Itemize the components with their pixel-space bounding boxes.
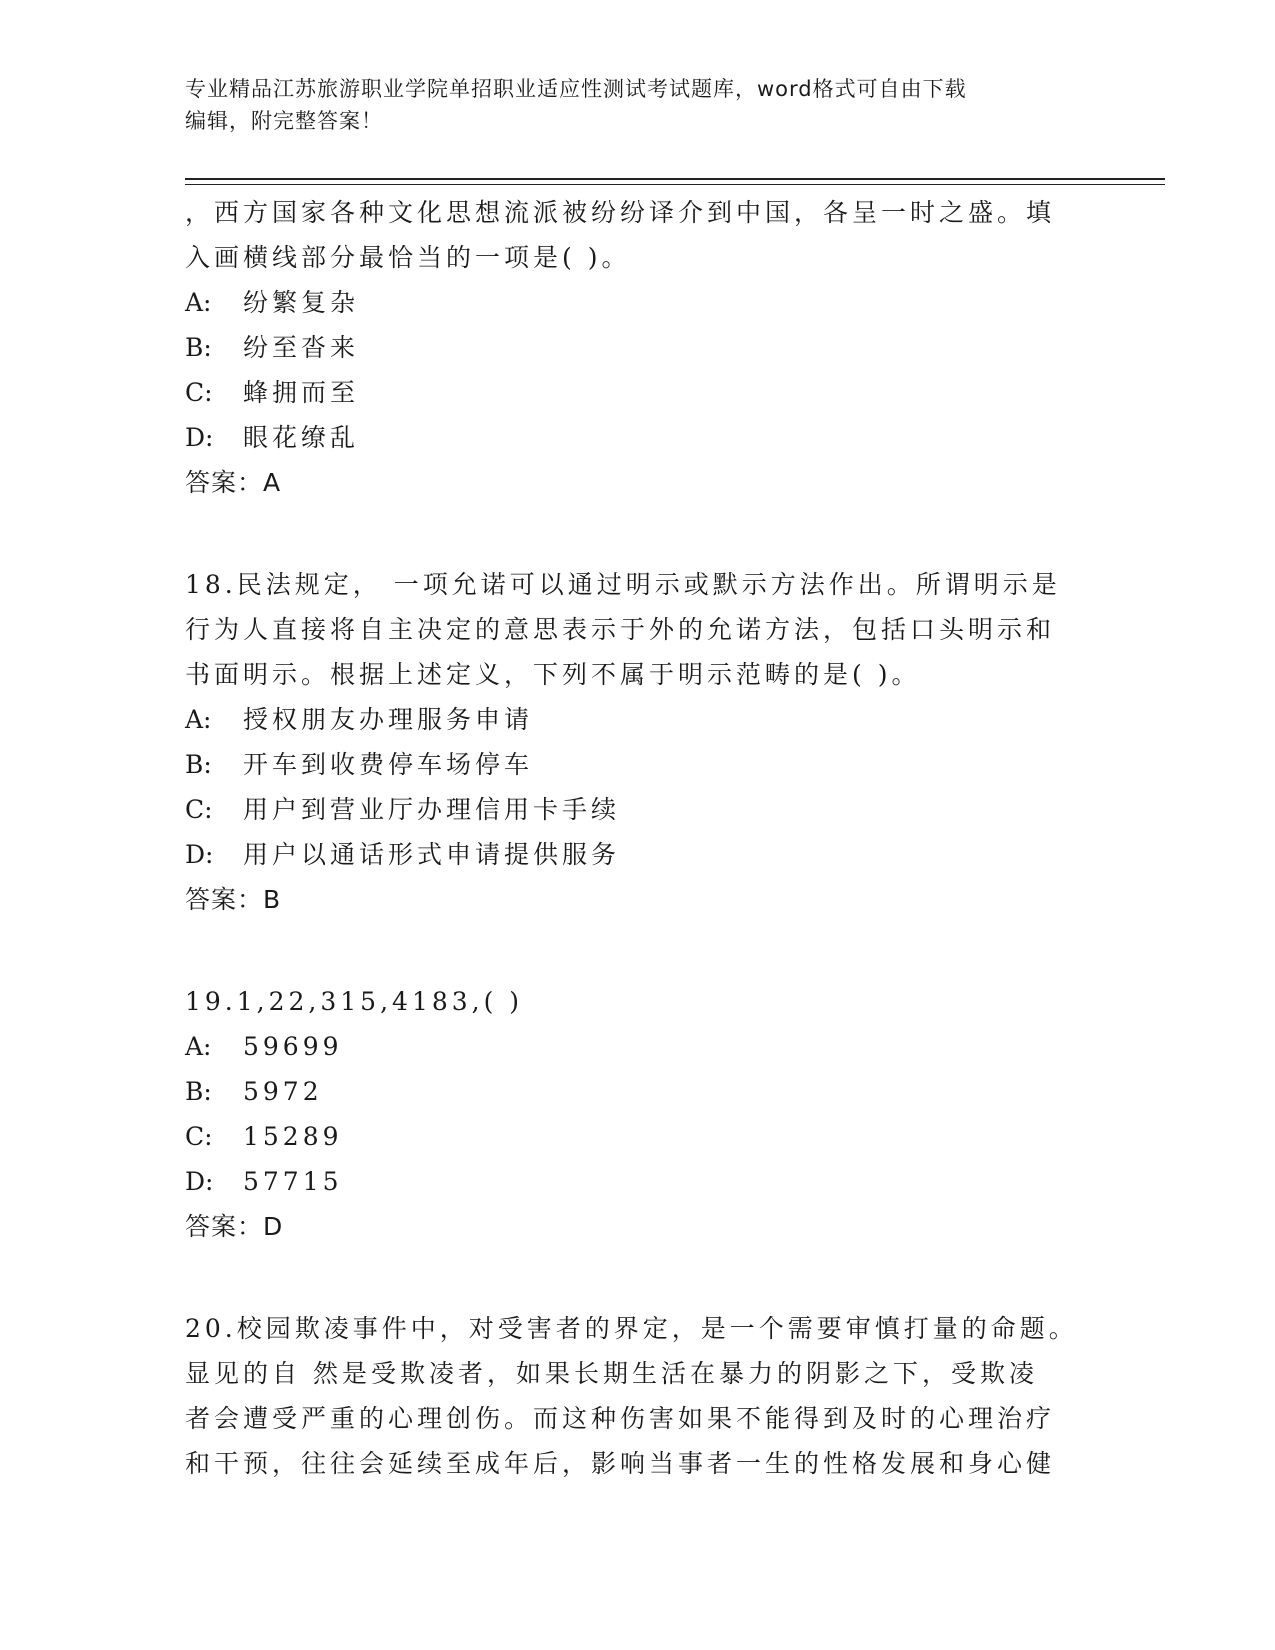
option-label: A: <box>185 705 212 734</box>
option-text: 5972 <box>243 1077 323 1106</box>
question-17 <box>185 190 1085 505</box>
answer-line: 答案：D <box>185 1212 284 1241</box>
option-label: D: <box>185 1167 214 1196</box>
option-text: 纷繁复杂 <box>243 288 360 317</box>
option-label: B: <box>185 1077 212 1106</box>
question-text-line: ，西方国家各种文化思想流派被纷纷译介到中国，各呈一时之盛。填 <box>185 198 1056 227</box>
option-label: D: <box>185 840 214 869</box>
option-label: B: <box>185 333 212 362</box>
option-c <box>185 1114 1085 1159</box>
option-b <box>185 1069 1085 1114</box>
option-text: 蜂拥而至 <box>243 378 360 407</box>
question-text-line: 显见的自 然是受欺凌者，如果长期生活在暴力的阴影之下，受欺凌 <box>185 1359 1038 1388</box>
option-label: B: <box>185 750 212 779</box>
option-c <box>185 370 1085 415</box>
document-header <box>185 73 1085 137</box>
question-text-line: 19.1,22,315,4183,( ) <box>185 987 524 1016</box>
option-text: 59699 <box>243 1032 343 1061</box>
option-d <box>185 415 1085 460</box>
question-text-line: 书面明示。根据上述定义，下列不属于明示范畴的是( )。 <box>185 660 921 689</box>
option-text: 用户到营业厅办理信用卡手续 <box>243 795 621 824</box>
option-label: D: <box>185 423 214 452</box>
question-18 <box>185 562 1085 922</box>
option-c <box>185 787 1085 832</box>
option-label: A: <box>185 1032 212 1061</box>
question-text-line: 20.校园欺凌事件中，对受害者的界定，是一个需要审慎打量的命题。 <box>185 1314 1078 1343</box>
question-20 <box>185 1306 1085 1486</box>
option-text: 用户以通话形式申请提供服务 <box>243 840 621 869</box>
option-text: 授权朋友办理服务申请 <box>243 705 534 734</box>
question-text-line: 者会遭受严重的心理创伤。而这种伤害如果不能得到及时的心理治疗 <box>185 1404 1056 1433</box>
option-text: 15289 <box>243 1122 343 1151</box>
option-b <box>185 325 1085 370</box>
option-b <box>185 742 1085 787</box>
question-text-line: 入画横线部分最恰当的一项是( )。 <box>185 243 631 272</box>
document-body <box>185 190 1085 1486</box>
option-label: C: <box>185 378 213 407</box>
option-a <box>185 1024 1085 1069</box>
option-a <box>185 280 1085 325</box>
option-d <box>185 1159 1085 1204</box>
option-text: 开车到收费停车场停车 <box>243 750 534 779</box>
answer-line: 答案：B <box>185 885 282 914</box>
option-text: 57715 <box>243 1167 343 1196</box>
question-19 <box>185 979 1085 1249</box>
header-rule-thick <box>185 178 1165 180</box>
question-text-line: 行为人直接将自主决定的意思表示于外的允诺方法，包括口头明示和 <box>185 615 1056 644</box>
option-d <box>185 832 1085 877</box>
question-text-line: 18.民法规定， 一项允诺可以通过明示或默示方法作出。所谓明示是 <box>185 570 1061 599</box>
answer-line: 答案：A <box>185 468 282 497</box>
question-text-line: 和干预，往往会延续至成年后，影响当事者一生的性格发展和身心健 <box>185 1449 1056 1478</box>
option-text: 眼花缭乱 <box>243 423 360 452</box>
option-label: A: <box>185 288 212 317</box>
header-line-1: 专业精品江苏旅游职业学院单招职业适应性测试考试题库，word格式可自由下载 <box>185 77 967 101</box>
option-label: C: <box>185 1122 213 1151</box>
option-a <box>185 697 1085 742</box>
option-label: C: <box>185 795 213 824</box>
header-line-2: 编辑，附完整答案！ <box>185 109 383 133</box>
option-text: 纷至沓来 <box>243 333 360 362</box>
header-rule-thin <box>185 184 1165 185</box>
